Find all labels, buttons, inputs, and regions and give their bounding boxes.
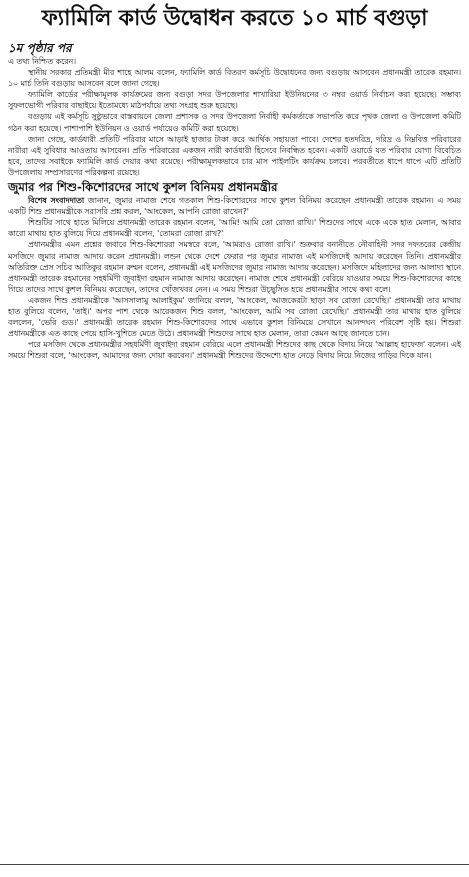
headline: ফ্যামিলি কার্ড উদ্বোধন করতে ১০ মার্চ বগুড়া: [41, 6, 428, 31]
paragraph: ফ্যামিলি কার্ডের পরীক্ষামূলক কার্যক্রমের জন্য বগুড়া সদর উপজেলার শাখারিয়া ইউনিয়নের ৩ নম্বর ওয়ার্ড নির্বাচন করা হয়েছে। সম্ভাব্য সুফলভোগী পরিবার বাছাইয়ে ইতোমধ্যে মাঠপর্যায়ে তথ্য সংগ্রহ শুরু হয়েছে।: [8, 90, 461, 111]
paragraph-text: জানান, জুমার নামাজ শেষে গতকাল শিশু-কিশোরদের সাথে কুশল বিনিময় করেছেন প্রধানমন্ত্রী তারেক রহমান। এ সময় একটি শিশু প্রধানমন্ত্রীকে সরাসরি প্রশ্ন করল, 'আংকেল, আপনি রোজা রাখেন?': [8, 196, 461, 217]
paragraph: প্রধানমন্ত্রীর এমন প্রশ্নের জবাবে শিশু-কিশোররা সমস্বরে বলে, 'আমরাও রোজা রাখি।' শুক্রবার বনানীতে নৌবাহিনী সদর দফতরের কেন্দ্রীয় মসজিদে জুমার নামাজ আদায় করেন প্রধানমন্ত্রী। লন্ডন থেকে দেশে ফেরার পর জুমার নামাজ এই মসজিদেই আদায় করেছেন তিনি। প্রধানমন্ত্রীর অতিরিক্ত প্রেস সচিব আতিকুর রহমান রুম্মন বলেন, প্রধানমন্ত্রী এই মসজিদের জুমার নামাজ আদায় করেছেন। মসজিদে মহিলাদের জন্য আলাদা স্থানে প্রধানমন্ত্রী তারেক রহমানের সহধর্মিণী জুবাইদা রহমান নামাজ আদায় করেছেন। নামাজ শেষে প্রধানমন্ত্রী বেরিয়ে যাওয়ার সময়ে শিশু-কিশোরদের কাছে গিয়ে তাদের সাথে কুশল বিনিময় করেছেন, তাদের খোঁজখবর নেন। এ সময় শিশুরা উচ্ছ্বসিত হয়ে প্রধানমন্ত্রীর সাথে কথা বলে।: [8, 240, 461, 294]
paragraph: স্থানীয় সরকার প্রতিমন্ত্রী মীর শাহে আলম বলেন, ফ্যামিলি কার্ড বিতরণ কর্মসূচি উদ্বোধনের জন্য বগুড়ায় আসবেন প্রধানমন্ত্রী তারেক রহমান। ১০ মার্চ তিনি বগুড়ায় আসবেন বলে জানা গেছে।: [8, 68, 461, 89]
paragraph: পরে মসজিদ থেকে প্রধানমন্ত্রীর সহধর্মিণী জুবাইদা রহমান বেরিয়ে এলে প্রধানমন্ত্রী শিশুদের কাছ থেকে বিদায় নিয়ে 'আল্লাহ হাফেজ' বলেন। এই সময়ে শিশুরা বলে, 'আংকেল, আমাদের জন্য দোয়া করবেন।' প্রধানমন্ত্রী শিশুদের উদ্দেশ্যে হাত নেড়ে বিদায় নিয়ে নিজের গাড়ির দিকে যান।: [8, 340, 461, 361]
continued-label: ১ম পৃষ্ঠার পর: [8, 41, 72, 55]
subheading: জুমার পর শিশু-কিশোরদের সাথে কুশল বিনিময় প্রধানমন্ত্রীর: [8, 180, 278, 195]
paragraph: বগুড়ায় এই কর্মসূচি সুষ্ঠুভাবে বাস্তবায়নে জেলা প্রশাসক ও সদর উপজেলা নির্বাহী কর্মকর্তাকে সভাপতি করে পৃথক জেলা ও উপজেলা কমিটি গঠন করা হয়েছে। পাশাপাশি ইউনিয়ন ও ওয়ার্ড পর্যায়েও কমিটি করা হয়েছে।: [8, 112, 461, 133]
paragraph: [8, 195, 461, 217]
paragraph: জানা গেছে, কার্ডধারী প্রতিটি পরিবার মাসে আড়াই হাজার টাকা করে আর্থিক সহায়তা পাবে। দেশের হতদরিদ্র, দরিদ্র ও নিম্নবিত্ত পরিবারের নারীরা এই সুবিধার আওতায় আসবেন। প্রতি পরিবারের একজন নারী কার্ডধারী হিসেবে নিবন্ধিত হবেন। একটি ওয়ার্ডে যত পরিবার যোগ্য বিবেচিত হবে, তাদের সবাইকে ফ্যামিলি কার্ড দেয়ার কথা রয়েছে। পরীক্ষামূলকভাবে চার মাস পাইলটিং কার্যক্রম চলবে। পরবর্তীতে ধাপে ধাপে এটি প্রতিটি উপজেলায় সম্প্রসারণের পরিকল্পনা রয়েছে।: [8, 134, 461, 177]
paragraph: এ তথ্য নিশ্চিত করেন।: [8, 57, 76, 66]
paragraph: একজন শিশু প্রধানমন্ত্রীকে 'আসসালামু আলাইকুম' জানিয়ে বলল, 'আংকেল, আজকেরটা ছাড়া সব রোজা রেখেছি।' প্রধানমন্ত্রী তার মাথায় হাত বুলিয়ে বলেন, 'তাই।' অপর পাশ থেকে আরেকজন শিশু বলল, 'আংকেল, আমি সব রোজা রেখেছি।' প্রধানমন্ত্রী তার মাথায় হাত বুলিয়ে বললেন, 'ভেরি গুড।' প্রধানমন্ত্রী তারেক রহমান শিশু-কিশোরদের সাথে এভাবে কুশল বিনিময়ে সেখানে আনন্দঘন পরিবেশ সৃষ্টি হয়। শিশুরা প্রধানমন্ত্রীকে এত কাছে পেয়ে হাসি-খুশিতে মেতে উঠে। প্রধানমন্ত্রী শিশুদের সাথে হাত মেলান, তারা কেমন আছে জানতে চান।: [8, 295, 461, 339]
article-body: [8, 56, 461, 361]
byline: বিশেষ সংবাদদাতা: [28, 196, 85, 206]
paragraph: শিশুটির সাথে হাতে মিলিয়ে প্রধানমন্ত্রী তারেক রহমান বলেন, 'আমি! আমি তো রোজা রাখি।' শিশুদের সাথে একে একে হাত মেলান, আবার কারো মাথায় হাত বুলিয়ে দিয়ে প্রধানমন্ত্রী বলেন, 'তোমরা রোজা রাখ?': [8, 218, 461, 239]
bottom-divider: [0, 864, 469, 865]
